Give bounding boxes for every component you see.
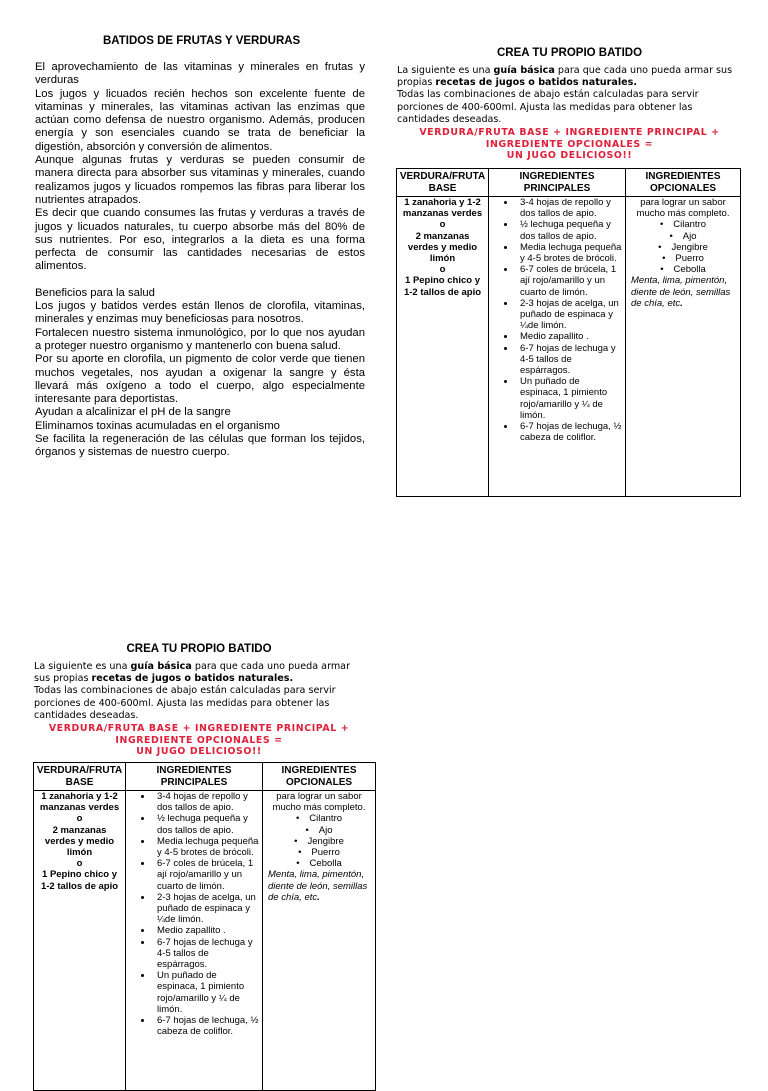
list-item: • ½ lechuga pequeña y dos tallos de apio. xyxy=(153,813,259,835)
list-item: • 6-7 hojas de lechuga, ½ cabeza de coliflor. xyxy=(153,1015,259,1037)
recipe-block-top xyxy=(397,47,742,162)
benefit-item: Eliminamos toxinas acumuladas en el organismo xyxy=(35,419,280,432)
header-principal: INGREDIENTES PRINCIPALES xyxy=(489,169,626,197)
list-item: • Jengibre xyxy=(629,242,737,253)
list-item: • 3-4 hojas de repollo y dos tallos de apio. xyxy=(516,197,622,219)
article-title: BATIDOS DE FRUTAS Y VERDURAS xyxy=(103,35,301,47)
list-item: • 6-7 coles de brúcela, 1 ají rojo/amarillo y un cuarto de limón. xyxy=(516,264,622,298)
header-optional: INGREDIENTES OPCIONALES xyxy=(626,169,741,197)
recipe-formula: VERDURA/FRUTA BASE + INGREDIENTE PRINCIPAL + INGREDIENTE OPCIONALES = UN JUGO DELICIOSO!! xyxy=(48,723,350,758)
optional-cell: para lograr un sabor mucho más completo. • Cilantro • Ajo • Jengibre • Puerro • Cebolla Menta, lima, pimentón, diente de león, semillas de chía, etc. xyxy=(626,197,741,497)
list-item: • Ajo xyxy=(266,825,372,836)
list-item: • Ajo xyxy=(629,231,737,242)
recipe-block-bottom xyxy=(34,643,364,758)
header-base: VERDURA/FRUTA BASE xyxy=(397,169,489,197)
article-paragraph: El aprovechamiento de las vitaminas y minerales en frutas y verduras xyxy=(35,61,365,87)
optional-cell: para lograr un sabor mucho más completo. • Cilantro • Ajo • Jengibre • Puerro • Cebolla Menta, lima, pimentón, diente de león, semillas de chía, etc. xyxy=(263,791,376,1091)
base-cell: 1 zanahoria y 1-2 manzanas verdes o 2 manzanas verdes y medio limón o 1 Pepino chico y 1-2 tallos de apio xyxy=(34,791,126,1091)
benefit-item: Por su aporte en clorofila, un pigmento de color verde que tienen muchos vegetales, nos ayudan a oxigenar la sangre y ésta llevará más oxígeno a todo el cuerpo, algo especialmente interesante para deportistas. xyxy=(35,353,365,406)
list-item: • 6-7 hojas de lechuga, ½ cabeza de coliflor. xyxy=(516,421,622,443)
list-item: • Puerro xyxy=(629,253,737,264)
list-item: • Media lechuga pequeña y 4-5 brotes de brócoli. xyxy=(516,242,622,264)
article-paragraph: Es decir que cuando consumes las frutas y verduras a través de jugos y licuados naturales, tu cuerpo absorbe más del 80% de sus nutrientes. Por eso, integrarlos a la dieta es una forma perfecta de consumir las cantidades necesarias de estos alimentos. xyxy=(35,207,365,273)
header-base: VERDURA/FRUTA BASE xyxy=(34,763,126,791)
list-item: • Cebolla xyxy=(629,264,737,275)
list-item: • ½ lechuga pequeña y dos tallos de apio. xyxy=(516,219,622,241)
list-item: • Puerro xyxy=(266,847,372,858)
list-item: • 6-7 coles de brúcela, 1 ají rojo/amarillo y un cuarto de limón. xyxy=(153,858,259,892)
recipe-intro: La siguiente es una guía básica para que cada uno pueda armar sus propias recetas de jugos o batidos naturales. Todas las combinaciones de abajo están calculadas para servir porciones de 400-600ml. Ajusta las medidas para obtener las cantidades deseadas. xyxy=(397,65,733,125)
list-item: • Jengibre xyxy=(266,836,372,847)
principal-cell xyxy=(126,791,263,1091)
base-cell: 1 zanahoria y 1-2 manzanas verdes o 2 manzanas verdes y medio limón o 1 Pepino chico y 1-2 tallos de apio xyxy=(397,197,489,497)
principal-cell xyxy=(489,197,626,497)
list-item: • 6-7 hojas de lechuga y 4-5 tallos de espárragos. xyxy=(153,937,259,971)
list-item: • 3-4 hojas de repollo y dos tallos de apio. xyxy=(153,791,259,813)
list-item: • Cilantro xyxy=(266,813,372,824)
list-item: • 2-3 hojas de acelga, un puñado de espinaca y ¼de limón. xyxy=(153,892,259,926)
benefit-item: Los jugos y batidos verdes están llenos de clorofila, vitaminas, minerales y enzimas muy beneficiosas para nosotros. xyxy=(35,300,365,326)
list-item: • Medio zapallito . xyxy=(516,331,622,342)
list-item: • 6-7 hojas de lechuga y 4-5 tallos de espárragos. xyxy=(516,343,622,377)
recipe-intro: La siguiente es una guía básica para que cada uno pueda armar sus propias recetas de jugos o batidos naturales. Todas las combinaciones de abajo están calculadas para servir porciones de 400-600ml. Ajusta las medidas para obtener las cantidades deseadas. xyxy=(34,661,351,721)
benefit-item: Ayudan a alcalinizar el pH de la sangre xyxy=(35,406,231,419)
benefits-title: Beneficios para la salud xyxy=(35,286,155,299)
list-item: • Un puñado de espinaca, 1 pimiento rojo/amarillo y ¼ de limón. xyxy=(153,970,259,1015)
list-item: • 2-3 hojas de acelga, un puñado de espinaca y ¼de limón. xyxy=(516,298,622,332)
list-item: • Media lechuga pequeña y 4-5 brotes de brócoli. xyxy=(153,836,259,858)
article-paragraph: Los jugos y licuados recién hechos son excelente fuente de vitaminas y minerales, las vitaminas activan las enzimas que actúan como defensa de nuestro organismo. Además, producen energía y son esenciales cuando se trata de beneficiar la digestión, absorción y conversión de alimentos. xyxy=(35,87,365,153)
recipe-table-top xyxy=(396,168,741,497)
list-item: • Medio zapallito . xyxy=(153,925,259,936)
article-body xyxy=(35,61,365,460)
list-item: • Cebolla xyxy=(266,858,372,869)
list-item: • Cilantro xyxy=(629,219,737,230)
header-optional: INGREDIENTES OPCIONALES xyxy=(263,763,376,791)
recipe-title: CREA TU PROPIO BATIDO xyxy=(126,643,272,655)
benefit-item: Fortalecen nuestro sistema inmunológico, por lo que nos ayudan a proteger nuestro organismo y mantenerlo con buena salud. xyxy=(35,326,365,352)
article-paragraph: Aunque algunas frutas y verduras se pueden consumir de manera directa para absorber sus vitaminas y minerales, cuando realizamos jugos y licuados rompemos las fibras para liberar los nutrientes atrapados. xyxy=(35,154,365,206)
list-item: • Un puñado de espinaca, 1 pimiento rojo/amarillo y ¼ de limón. xyxy=(516,376,622,421)
recipe-title: CREA TU PROPIO BATIDO xyxy=(496,47,643,59)
recipe-table-bottom xyxy=(33,762,376,1091)
header-principal: INGREDIENTES PRINCIPALES xyxy=(126,763,263,791)
benefit-item: Se facilita la regeneración de las células que forman los tejidos, órganos y sistemas de nuestro cuerpo. xyxy=(35,433,365,459)
recipe-formula: VERDURA/FRUTA BASE + INGREDIENTE PRINCIPAL + INGREDIENTE OPCIONALES = UN JUGO DELICIOSO!! xyxy=(419,127,720,162)
